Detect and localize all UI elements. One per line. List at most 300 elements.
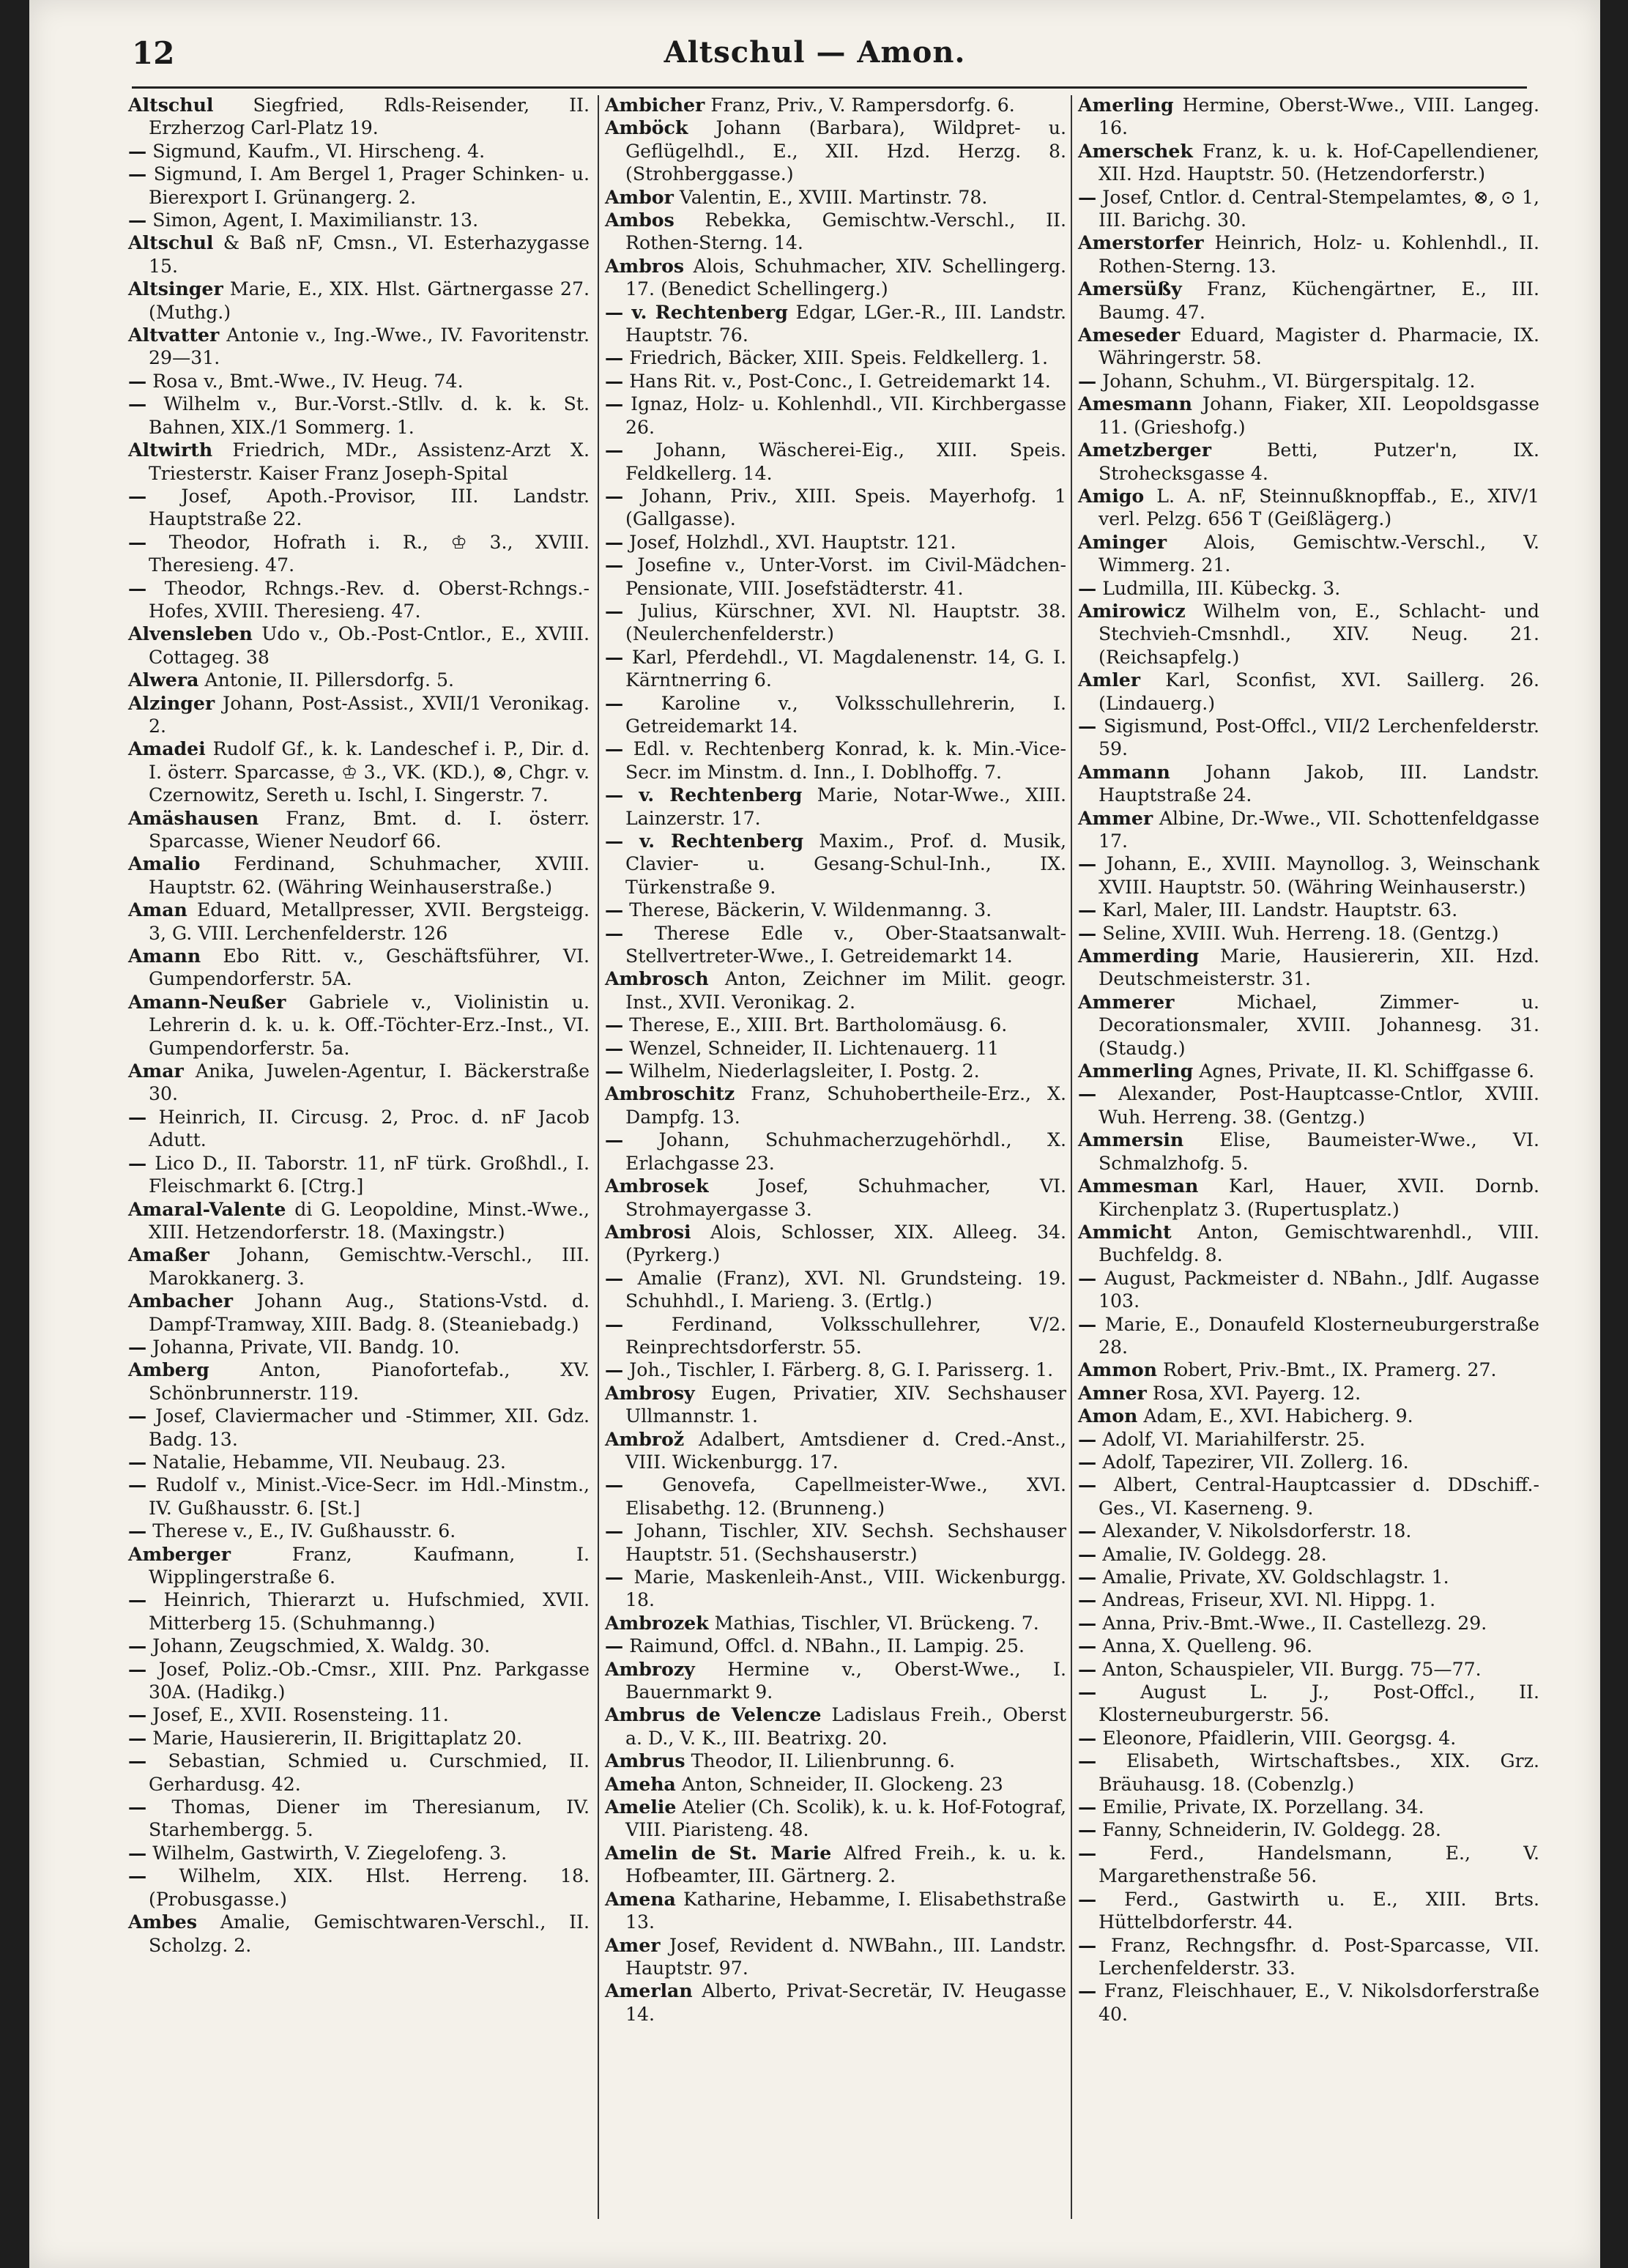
entry-details: Johann Jakob, III. Landstr. Hauptstraße 24. [1099,761,1539,806]
entry-surname: Altvatter [128,324,220,346]
directory-entry [128,1336,590,1358]
directory-entry [128,577,590,623]
entry-details: Johann, Fiaker, XII. Leopoldsgasse 11. (Grieshofg.) [1099,393,1539,438]
directory-entry [1078,899,1539,921]
entry-surname: — [605,346,624,369]
directory-entry [128,1060,590,1106]
directory-entry [1078,1451,1539,1473]
column-middle [605,94,1066,2026]
entry-surname: Amerlan [605,1979,693,2002]
entry-details: Johann, Zeugschmied, X. Waldg. 30. [146,1635,491,1657]
entry-surname: — [128,1657,147,1680]
entry-surname: — [128,530,147,553]
entry-surname: Ammer [1078,806,1153,829]
entry-surname: Amberg [128,1358,209,1381]
entry-details: Franz, Bmt. d. I. österr. Sparcasse, Wiener Neudorf 66. [149,807,590,852]
entry-surname: — [128,1450,147,1473]
entry-details: Josef, Claviermacher und -Stimmer, XII. Gdz. Badg. 13. [146,1405,590,1450]
entry-details: Rudolf v., Minist.-Vice-Secr. im Hdl.-Minstm., IV. Gußhausstr. 6. [St.] [146,1474,590,1519]
directory-entry [1078,94,1539,140]
entry-details: Wenzel, Schneider, II. Lichtenauerg. 11 [623,1037,1000,1059]
directory-entry [1078,1588,1539,1611]
entry-surname: — [605,1358,624,1381]
directory-entry [605,1267,1066,1313]
entry-details: Amalie, IV. Goldegg. 28. [1096,1543,1327,1565]
directory-entry [605,1842,1066,1888]
directory-entry [1078,186,1539,232]
directory-entry [605,1520,1066,1566]
directory-entry [605,967,1066,1014]
entry-surname: — [128,1335,147,1358]
directory-entry [1078,1658,1539,1681]
entry-surname: Altsinger [128,278,223,300]
directory-entry [1078,1635,1539,1657]
entry-details: Alois, Schuhmacher, XIV. Schellingerg. 17. (Benedict Schellingerg.) [625,255,1066,300]
directory-entry [605,94,1066,116]
entry-surname: Amer [605,1933,661,1956]
directory-entry [1078,1129,1539,1175]
entry-surname: Amner [1078,1381,1147,1404]
entry-surname: Ametzberger [1078,439,1211,461]
directory-entry [1078,278,1539,324]
entry-surname: Amar [128,1060,184,1082]
directory-entry [128,1703,590,1726]
directory-entry [128,945,590,991]
directory-page [29,0,1600,2268]
entry-surname: — [128,1864,147,1887]
directory-entry [605,1773,1066,1796]
entry-details: Wilhelm, Gastwirth, V. Ziegelofeng. 3. [146,1842,508,1864]
entry-surname: Ammon [1078,1358,1157,1381]
entry-details: Michael, Zimmer- u. Decorationsmaler, XVIII. Johannesg. 31. (Staudg.) [1099,991,1539,1059]
directory-entry [1078,945,1539,991]
entry-details: Anton, Schneider, II. Glockeng. 23 [675,1773,1003,1795]
entry-surname: — [128,1726,147,1749]
directory-entry [605,485,1066,531]
entry-surname: — [128,1405,147,1427]
entry-surname: Ambrosch [605,967,709,990]
entry-surname: — v. Rechtenberg [605,830,804,852]
entry-surname: — [1078,1635,1097,1657]
entry-surname: Alvensleben [128,622,253,645]
directory-entry [1078,1382,1539,1405]
entry-details: Andreas, Friseur, XVI. Nl. Hippg. 1. [1096,1589,1436,1611]
entry-details: August, Packmeister d. NBahn., Jdlf. Augasse 103. [1096,1267,1539,1312]
directory-entry [605,646,1066,692]
directory-entry [128,1750,590,1796]
entry-details: Fanny, Schneiderin, IV. Goldegg. 28. [1096,1819,1441,1841]
entry-details: Wilhelm, XIX. Hlst. Herreng. 18. (Probusgasse.) [146,1865,590,1910]
entry-details: Alberto, Privat-Secretär, IV. Heugasse 14. [625,1980,1066,2025]
entry-surname: — [1078,1979,1097,2002]
directory-entry [605,899,1066,921]
entry-surname: — [1078,1473,1097,1496]
directory-entry [128,899,590,945]
entry-surname: Aman [128,899,187,921]
entry-surname: Ambrož [605,1427,685,1450]
entry-details: Josefine v., Unter-Vorst. im Civil-Mädchen-Pensionate, VIII. Josefstädterstr. 41. [623,554,1066,599]
entry-details: Josef, Revident d. NWBahn., III. Landstr. Hauptstr. 97. [625,1934,1066,1979]
directory-entry [605,1129,1066,1175]
entry-details: Adalbert, Amtsdiener d. Cred.-Anst., VIII. Wickenburgg. 17. [625,1428,1066,1473]
directory-entry [128,1106,590,1152]
directory-entry [605,439,1066,485]
entry-details: Antonie, II. Pillersdorfg. 5. [198,669,455,691]
entry-details: Valentin, E., XVIII. Martinstr. 78. [673,186,988,208]
entry-details: Adolf, Tapezirer, VII. Zollerg. 16. [1096,1451,1409,1473]
entry-details: Therese, Bäckerin, V. Wildenmanng. 3. [623,899,992,921]
entry-details: Sigismund, Post-Offcl., VII/2 Lerchenfelderstr. 59. [1096,715,1539,760]
entry-details: Albert, Central-Hauptcassier d. DDschiff.-Ges., VI. Kaserneng. 9. [1096,1474,1539,1519]
entry-details: Wilhelm, Niederlagsleiter, I. Postg. 2. [623,1060,980,1082]
entry-surname: — [1078,899,1097,921]
entry-details: Edl. v. Rechtenberg Konrad, k. k. Min.-Vice-Secr. im Minstm. d. Inn., I. Doblhoffg. 7. [623,738,1066,783]
entry-details: Heinrich, II. Circusg. 2, Proc. d. nF Jacob Adutt. [146,1106,590,1151]
entry-surname: Ambrozy [605,1657,695,1680]
entry-details: Anton, Schauspieler, VII. Burgg. 75—77. [1096,1658,1482,1680]
entry-surname: — [605,393,624,415]
entry-details: Hans Rit. v., Post-Conc., I. Getreidemarkt 14. [623,370,1051,392]
entry-details: Marie, E., XIX. Hlst. Gärtnergasse 27. (Muthg.) [149,278,590,323]
entry-surname: Ammerling [1078,1060,1194,1082]
entry-surname: — [605,1266,624,1289]
entry-details: Josef, Holzhdl., XVI. Hauptstr. 121. [623,531,956,553]
entry-details: Amalie, Private, XV. Goldschlagstr. 1. [1096,1566,1449,1588]
directory-entry [1078,1796,1539,1818]
entry-surname: — [605,554,624,576]
directory-entry [605,1979,1066,2026]
entry-surname: — [1078,852,1097,875]
directory-entry [128,531,590,577]
entry-surname: Amirowicz [1078,599,1186,622]
entry-surname: — [1078,1887,1097,1910]
directory-entry [1078,231,1539,278]
entry-surname: Altschul [128,94,214,116]
entry-details: Marie, Hausiererin, II. Brigittaplatz 20. [146,1727,522,1749]
entry-details: Sebastian, Schmied u. Curschmied, II. Gerhardusg. 42. [146,1750,590,1795]
directory-entry [605,1175,1066,1221]
entry-details: Udo v., Ob.-Post-Cntlor., E., XVIII. Cottageg. 38 [149,623,590,668]
directory-entry [128,692,590,738]
entry-surname: — [128,1473,147,1496]
entry-details: Mathias, Tischler, VI. Brückeng. 7. [708,1612,1039,1634]
directory-entry [128,1842,590,1864]
entry-details: Johann, E., XVIII. Maynollog. 3, Weinschank XVIII. Hauptstr. 50. (Währing Weinhauserstr.) [1096,853,1539,898]
directory-entry [605,1888,1066,1934]
entry-surname: Ambrosi [605,1220,691,1243]
entry-details: L. A. nF, Steinnußknopffab., E., XIV/1 verl. Pelzg. 656 T (Geißlägerg.) [1099,485,1539,530]
entry-surname: Amelin de St. Marie [605,1841,832,1864]
entry-surname: — [605,921,624,944]
directory-entry [605,737,1066,784]
entry-details: Alexander, V. Nikolsdorferstr. 18. [1096,1520,1412,1542]
directory-entry [605,1037,1066,1060]
entry-surname: — v. Rechtenberg [605,784,803,806]
directory-entry [1078,1267,1539,1313]
entry-details: Karoline v., Volksschullehrerin, I. Getreidemarkt 14. [623,692,1066,737]
entry-details: Elisabeth, Wirtschaftsbes., XIX. Grz. Bräuhausg. 18. (Cobenzlg.) [1096,1750,1539,1795]
entry-surname: — [1078,1542,1097,1565]
entry-details: Ferd., Gastwirth u. E., XIII. Brts. Hüttelbdorferstr. 44. [1096,1888,1539,1933]
entry-details: Rudolf Gf., k. k. Landeschef i. P., Dir. d. I. österr. Sparcasse, ♔ 3., VK. (KD.), ⊗, Chgr. v. Czernowitz, Sereth u. Ischl, I. Singerstr. 7. [149,738,590,806]
entry-details: Sigmund, I. Am Bergel 1, Prager Schinken- u. Bierexport I. Grünangerg. 2. [146,163,590,208]
entry-surname: — [1078,369,1097,392]
entry-details: Heinrich, Thierarzt u. Hufschmied, XVII. Mitterberg 15. (Schuhmanng.) [146,1589,590,1634]
entry-details: Albine, Dr.-Wwe., VII. Schottenfeldgasse 17. [1099,807,1539,852]
entry-surname: Ameha [605,1772,676,1795]
directory-entry [128,622,590,669]
entry-surname: Amann [128,945,201,967]
entry-surname: Ammicht [1078,1220,1172,1243]
entry-surname: — [1078,1841,1097,1864]
entry-surname: Ambrus de Velencze [605,1703,822,1726]
entry-details: Franz, Küchengärtner, E., III. Baumg. 47. [1099,278,1539,323]
directory-entry [1078,393,1539,439]
entry-surname: Amäshausen [128,806,259,829]
entry-details: Anton, Gemischtwarenhdl., VIII. Buchfeldg. 8. [1099,1221,1539,1266]
entry-surname: — [128,1796,147,1818]
entry-surname: — [605,1014,624,1036]
entry-details: Genovefa, Capellmeister-Wwe., XVI. Elisabethg. 12. (Brunneng.) [623,1474,1066,1519]
entry-details: Alois, Schlosser, XIX. Alleeg. 34. (Pyrkerg.) [625,1221,1066,1266]
entry-details: Hermine, Oberst-Wwe., VIII. Langeg. 16. [1099,94,1539,139]
entry-details: Wilhelm von, E., Schlacht- und Stechvieh-Cmsnhdl., XIV. Neug. 21. (Reichsapfelg.) [1099,600,1539,668]
entry-surname: Amböck [605,116,688,139]
entry-surname: Ambicher [605,94,705,116]
entry-surname: Ambes [128,1911,198,1933]
directory-entry [128,807,590,853]
directory-entry [605,830,1066,899]
entry-details: Eugen, Privatier, XIV. Sechshauser Ullmannstr. 1. [625,1382,1066,1427]
entry-details: Anton, Pianofortefab., XV. Schönbrunnerstr. 119. [149,1359,590,1404]
directory-entry [605,1014,1066,1036]
directory-entry [605,1612,1066,1635]
directory-entry [1078,1428,1539,1451]
entry-surname: Ambrosy [605,1381,695,1404]
entry-details: Eduard, Metallpresser, XVII. Bergsteigg. 3, G. VIII. Lerchenfelderstr. 126 [149,899,590,944]
entry-surname: — [605,1520,624,1542]
entry-details: Rosa v., Bmt.-Wwe., IV. Heug. 74. [146,370,464,392]
column-left [128,94,590,1957]
entry-surname: — [128,139,147,162]
entry-surname: — [1078,1750,1097,1772]
entry-surname: — [128,576,147,599]
entry-surname: Ambros [605,254,685,277]
page-number: 12 [132,35,175,71]
entry-details: Marie, Maskenleih-Anst., VIII. Wickenburgg. 18. [623,1566,1066,1611]
entry-surname: Altschul [128,231,214,254]
directory-entry [128,209,590,231]
directory-entry [128,1405,590,1451]
entry-surname: — [605,439,624,461]
directory-entry [128,1911,590,1957]
directory-entry [1078,1612,1539,1635]
directory-entry [605,370,1066,393]
entry-surname: — [1078,185,1097,208]
directory-entry [1078,1979,1539,2026]
entry-surname: Ammersin [1078,1129,1184,1151]
entry-surname: — [605,1129,624,1151]
directory-entry [128,278,590,324]
entry-details: Franz, Fleischhauer, E., V. Nikolsdorferstraße 40. [1096,1980,1539,2025]
entry-surname: — [605,530,624,553]
entry-details: Eduard, Magister d. Pharmacie, IX. Währingerstr. 58. [1099,324,1539,369]
directory-entry [128,1243,590,1290]
entry-surname: Amesmann [1078,393,1192,415]
entry-surname: — [605,645,624,668]
entry-surname: Amerschek [1078,139,1193,162]
entry-details: Seline, XVIII. Wuh. Herreng. 18. (Gentzg.) [1096,922,1499,944]
directory-entry [605,186,1066,209]
entry-surname: — [1078,1566,1097,1588]
entry-details: Franz, Kaufmann, I. Wipplingerstraße 6. [149,1543,590,1588]
entry-surname: — [128,1588,147,1611]
entry-details: Anna, Priv.-Bmt.-Wwe., II. Castellezg. 29. [1096,1612,1487,1634]
entry-surname: Amann-Neußer [128,990,286,1013]
directory-entry [605,1796,1066,1842]
entry-details: Josef, Cntlor. d. Central-Stempelamtes, ⊗, ⊙ 1, III. Barichg. 30. [1096,186,1539,231]
directory-entry [1078,922,1539,945]
entry-details: Ignaz, Holz- u. Kohlenhdl., VII. Kirchbergasse 26. [623,393,1066,438]
entry-surname: Ambroschitz [605,1082,735,1105]
entry-surname: Aminger [1078,530,1167,553]
entry-surname: Ambor [605,185,674,208]
entry-surname: — [605,1473,624,1496]
directory-entry [128,1152,590,1198]
entry-surname: — v. Rechtenberg [605,300,788,323]
entry-surname: Ambrus [605,1750,685,1772]
directory-entry [1078,1520,1539,1542]
directory-entry [128,1451,590,1473]
entry-details: Betti, Putzer'n, IX. Strohecksgasse 4. [1099,439,1539,484]
entry-details: Johann Aug., Stations-Vstd. d. Dampf-Tramway, XIII. Badg. 8. (Steaniebadg.) [149,1290,590,1335]
entry-surname: Amalio [128,852,201,875]
directory-entry [1078,1221,1539,1267]
directory-entry [128,1290,590,1336]
directory-entry [605,1082,1066,1129]
directory-entry [128,324,590,370]
directory-entry [1078,807,1539,853]
directory-entry [1078,1082,1539,1129]
entry-details: Amalie (Franz), XVI. Nl. Grundsteing. 19. Schuhhdl., I. Marieng. 3. (Ertlg.) [623,1267,1066,1312]
directory-entry [128,1543,590,1589]
entry-details: Hermine v., Oberst-Wwe., I. Bauernmarkt 9. [625,1658,1066,1703]
directory-entry [1078,140,1539,186]
entry-details: Anton, Zeichner im Milit. geogr. Inst., XVII. Veronikag. 2. [625,968,1066,1013]
directory-entry [1078,324,1539,370]
entry-details: Edgar, LGer.-R., III. Landstr. Hauptstr. 76. [625,301,1066,346]
entry-details: Theodor, Rchngs.-Rev. d. Oberst-Rchngs.-Hofes, XVIII. Theresieng. 47. [146,577,590,622]
directory-entry [1078,531,1539,577]
entry-surname: Ammerding [1078,945,1200,967]
entry-details: Theodor, II. Lilienbrunng. 6. [685,1750,956,1772]
entry-surname: — [605,1312,624,1335]
column-divider [598,95,599,2219]
entry-details: Theodor, Hofrath i. R., ♔ 3., XVIII. Theresieng. 47. [146,531,590,576]
entry-surname: Amena [605,1887,676,1910]
entry-details: Josef, Poliz.-Ob.-Cmsr., XIII. Pnz. Parkgasse 30A. (Hadikg.) [146,1658,590,1703]
entry-surname: Amler [1078,669,1141,691]
entry-details: Anna, X. Quelleng. 96. [1096,1635,1313,1657]
entry-surname: Amaßer [128,1243,209,1266]
entry-surname: — [1078,1082,1097,1105]
entry-surname: Amadei [128,737,206,760]
directory-entry [605,692,1066,738]
directory-entry [605,1635,1066,1657]
entry-details: Emilie, Private, IX. Porzellang. 34. [1096,1796,1424,1818]
entry-details: Lico D., II. Taborstr. 11, nF türk. Großhdl., I. Fleischmarkt 6. [Ctrg.] [146,1152,590,1197]
directory-entry [605,1358,1066,1381]
entry-surname: — [1078,1427,1097,1450]
entry-surname: — [128,369,147,392]
entry-details: Natalie, Hebamme, VII. Neubaug. 23. [146,1451,506,1473]
directory-entry [1078,1888,1539,1934]
entry-surname: — [1078,1818,1097,1841]
entry-surname: — [1078,1933,1097,1956]
entry-details: Johann, Wäscherei-Eig., XIII. Speis. Feldkellerg. 14. [623,439,1066,484]
directory-entry [128,1520,590,1542]
entry-details: Eleonore, Pfaidlerin, VIII. Georgsg. 4. [1096,1727,1457,1749]
directory-entry [605,1313,1066,1359]
entry-surname: — [1078,576,1097,599]
directory-entry [605,784,1066,830]
directory-entry [1078,1175,1539,1221]
entry-details: Johann, Post-Assist., XVII/1 Veronikag. 2. [149,692,590,737]
entry-surname: — [1078,1726,1097,1749]
directory-entry [605,554,1066,600]
page-header: Altschul — Amon. [664,35,966,70]
entry-surname: Ambrosek [605,1175,709,1197]
directory-entry [128,991,590,1060]
entry-surname: — [128,1635,147,1657]
directory-entry [605,301,1066,347]
directory-entry [605,1473,1066,1520]
entry-details: Marie, Notar-Wwe., XIII. Lainzerstr. 17. [625,784,1066,829]
directory-entry [1078,1358,1539,1381]
directory-entry [128,669,590,691]
entry-details: Johanna, Private, VII. Bandg. 10. [146,1336,460,1358]
directory-entry [605,1934,1066,1980]
directory-entry [605,922,1066,968]
entry-details: Agnes, Private, II. Kl. Schiffgasse 6. [1193,1060,1535,1082]
entry-surname: — [1078,1681,1097,1703]
directory-entry [605,600,1066,646]
entry-surname: — [605,691,624,714]
entry-details: Josef, Apoth.-Provisor, III. Landstr. Hauptstraße 22. [146,485,590,530]
entry-details: Anika, Juwelen-Agentur, I. Bäckerstraße 30. [149,1060,590,1105]
entry-details: Alexander, Post-Hauptcasse-Cntlor, XVIII. Wuh. Herreng. 38. (Gentzg.) [1096,1083,1539,1128]
directory-entry [1078,715,1539,761]
directory-entry [605,116,1066,185]
entry-surname: Ambos [605,209,674,231]
directory-entry [128,393,590,439]
entry-details: Ferd., Handelsmann, E., V. Margarethenstraße 56. [1096,1842,1539,1887]
entry-details: Franz, Rechngsfhr. d. Post-Sparcasse, VII. Lerchenfelderstr. 33. [1096,1934,1539,1979]
entry-details: Amalie, Gemischtwaren-Verschl., II. Scholzg. 2. [149,1911,590,1956]
directory-entry [605,393,1066,439]
entry-details: Rosa, XVI. Payerg. 12. [1146,1382,1361,1404]
entry-surname: — [605,1036,624,1059]
entry-surname: — [128,393,147,415]
entry-surname: — [1078,714,1097,737]
entry-surname: — [128,484,147,507]
entry-surname: — [605,484,624,507]
entry-surname: — [128,1520,147,1542]
entry-details: Johann, Tischler, XIV. Sechsh. Sechshauser Hauptstr. 51. (Sechshauserstr.) [623,1520,1066,1565]
entry-details: Marie, E., Donaufeld Klosterneuburgerstraße 28. [1096,1313,1539,1358]
directory-entry [1078,1727,1539,1750]
directory-entry [605,1566,1066,1612]
